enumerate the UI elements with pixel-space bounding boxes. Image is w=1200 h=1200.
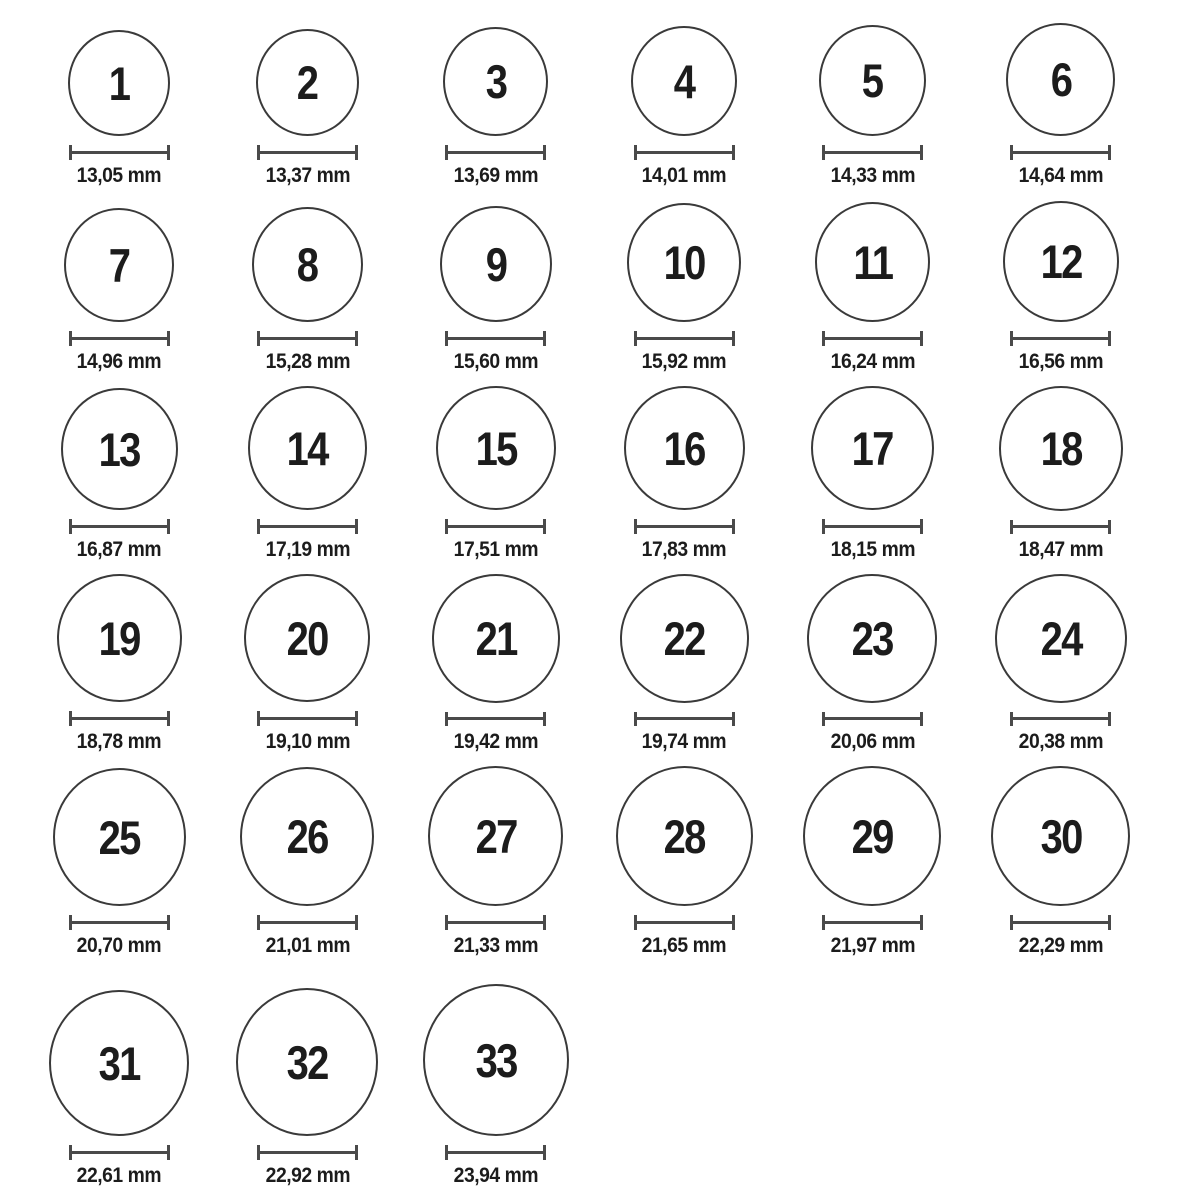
diameter-measure-bar [260, 337, 355, 340]
diameter-label: 18,47 mm [1018, 538, 1104, 561]
diameter-label: 22,61 mm [76, 1164, 162, 1187]
diameter-label: 20,38 mm [1018, 730, 1104, 753]
ring-size-cell [25, 766, 213, 970]
ring-circle [815, 202, 930, 322]
diameter-measure-line [822, 915, 923, 930]
ring-size-cell [590, 0, 778, 200]
ring-size-number: 27 [475, 809, 517, 863]
diameter-measure-line [257, 331, 358, 346]
diameter-measure-bar [448, 151, 543, 154]
ring-size-cell [213, 574, 401, 766]
ring-size-number: 28 [663, 809, 705, 863]
diameter-measure-bar [260, 525, 355, 528]
ring-size-number: 30 [1040, 809, 1082, 863]
ring-size-row [25, 766, 1155, 970]
diameter-measure-line [69, 519, 170, 534]
diameter-label: 21,01 mm [265, 934, 350, 957]
ring-size-row [25, 0, 1155, 200]
ring-size-cell [25, 200, 213, 386]
diameter-measure-line [1010, 145, 1111, 160]
ring-circle [803, 766, 941, 906]
diameter-label: 19,10 mm [265, 730, 350, 753]
ring-circle [61, 388, 178, 510]
diameter-label: 19,42 mm [453, 730, 539, 753]
ring-size-number: 21 [475, 611, 517, 665]
ring-size-number: 32 [286, 1035, 329, 1089]
diameter-label: 23,94 mm [453, 1164, 539, 1187]
diameter-label: 16,56 mm [1018, 350, 1104, 373]
diameter-label: 14,96 mm [76, 350, 162, 373]
ring-size-cell [590, 574, 778, 766]
ring-size-number: 3 [485, 55, 507, 108]
diameter-measure-line [69, 331, 170, 346]
ring-circle [68, 30, 170, 136]
diameter-measure-line [1010, 712, 1111, 726]
diameter-measure-line [69, 145, 170, 160]
diameter-measure-bar [1013, 525, 1108, 528]
ring-circle [53, 768, 186, 906]
ring-circle [49, 990, 189, 1136]
ring-size-cell [967, 386, 1155, 574]
diameter-measure-bar [448, 525, 543, 528]
ring-size-cell [25, 574, 213, 766]
ring-circle [995, 574, 1127, 703]
diameter-measure-line [445, 331, 546, 346]
ring-size-number: 12 [1040, 235, 1082, 288]
diameter-measure-line [634, 915, 735, 930]
ring-size-cell [967, 574, 1155, 766]
ring-size-number: 17 [851, 421, 893, 475]
diameter-measure-line [257, 1145, 358, 1160]
diameter-label: 19,74 mm [641, 730, 727, 753]
diameter-measure-bar [72, 151, 167, 154]
ring-size-cell [213, 970, 401, 1200]
ring-size-number: 31 [98, 1036, 140, 1090]
ring-size-cell [967, 0, 1155, 200]
diameter-measure-line [634, 331, 735, 346]
diameter-measure-bar [637, 337, 732, 340]
ring-size-number: 5 [862, 54, 883, 107]
diameter-measure-bar [72, 921, 167, 924]
ring-size-number: 24 [1040, 611, 1082, 665]
ring-circle [236, 988, 378, 1136]
diameter-label: 14,64 mm [1018, 164, 1104, 187]
diameter-measure-line [822, 712, 923, 726]
diameter-label: 13,37 mm [265, 164, 350, 187]
diameter-label: 21,65 mm [641, 934, 727, 957]
ring-size-cell [967, 766, 1155, 970]
diameter-label: 22,29 mm [1018, 934, 1104, 957]
ring-size-cell [402, 970, 590, 1200]
diameter-measure-line [69, 711, 170, 726]
diameter-measure-bar [260, 921, 355, 924]
diameter-measure-bar [825, 717, 920, 720]
ring-circle [57, 574, 182, 702]
ring-size-cell [402, 766, 590, 970]
ring-size-cell [778, 574, 966, 766]
diameter-measure-bar [260, 151, 355, 154]
diameter-label: 21,33 mm [453, 934, 539, 957]
diameter-label: 17,19 mm [265, 538, 350, 561]
diameter-measure-bar [825, 337, 920, 340]
diameter-measure-bar [1013, 717, 1108, 720]
ring-size-number: 23 [851, 611, 893, 665]
diameter-measure-line [822, 145, 923, 160]
ring-size-number: 1 [108, 56, 130, 110]
ring-size-cell [213, 0, 401, 200]
diameter-measure-bar [637, 717, 732, 720]
ring-size-cell [213, 386, 401, 574]
ring-size-cell [590, 200, 778, 386]
ring-size-number: 6 [1050, 53, 1072, 106]
diameter-measure-line [634, 519, 735, 534]
diameter-measure-bar [72, 717, 167, 720]
ring-size-cell [778, 0, 966, 200]
ring-circle [440, 206, 552, 322]
diameter-label: 20,70 mm [76, 934, 162, 957]
ring-size-row [25, 386, 1155, 574]
diameter-measure-line [445, 712, 546, 726]
diameter-label: 13,05 mm [76, 164, 162, 187]
ring-size-cell [778, 766, 966, 970]
diameter-measure-bar [448, 337, 543, 340]
ring-circle [436, 386, 556, 510]
diameter-measure-line [445, 915, 546, 930]
diameter-measure-bar [72, 1151, 167, 1154]
diameter-measure-line [822, 519, 923, 534]
ring-circle [620, 574, 749, 703]
diameter-measure-bar [825, 525, 920, 528]
ring-circle [240, 767, 374, 906]
diameter-measure-bar [825, 151, 920, 154]
ring-circle [423, 984, 569, 1136]
diameter-measure-bar [1013, 151, 1108, 154]
ring-size-cell [402, 200, 590, 386]
diameter-measure-line [257, 519, 358, 534]
ring-circle [624, 386, 745, 510]
ring-circle [443, 27, 548, 136]
diameter-measure-line [69, 1145, 170, 1160]
diameter-measure-bar [637, 921, 732, 924]
ring-circle [1003, 201, 1119, 322]
ring-size-cell [778, 386, 966, 574]
diameter-measure-bar [72, 525, 167, 528]
ring-size-number: 22 [663, 611, 705, 665]
diameter-measure-line [1010, 520, 1111, 534]
ring-size-number: 15 [475, 421, 517, 475]
ring-circle [999, 386, 1123, 511]
diameter-label: 17,83 mm [641, 538, 727, 561]
diameter-measure-bar [1013, 921, 1108, 924]
ring-size-number: 9 [485, 237, 507, 291]
diameter-measure-bar [72, 337, 167, 340]
ring-size-number: 13 [98, 422, 140, 476]
ring-circle [631, 26, 737, 136]
diameter-label: 14,01 mm [641, 164, 727, 187]
ring-circle [991, 766, 1130, 906]
ring-circle [64, 208, 174, 322]
ring-size-cell [25, 970, 213, 1200]
diameter-label: 17,51 mm [453, 538, 539, 561]
ring-size-cell [213, 200, 401, 386]
ring-size-row [25, 970, 1155, 1200]
diameter-measure-bar [448, 921, 543, 924]
ring-size-number: 4 [673, 54, 695, 108]
ring-size-cell [590, 386, 778, 574]
ring-size-number: 8 [297, 238, 318, 291]
diameter-measure-line [257, 145, 358, 160]
ring-circle [811, 386, 934, 510]
ring-size-cell [402, 386, 590, 574]
ring-circle [252, 207, 363, 322]
ring-size-cell [25, 0, 213, 200]
ring-size-cell [402, 574, 590, 766]
diameter-measure-bar [448, 717, 543, 720]
ring-circle [807, 574, 937, 703]
diameter-measure-bar [260, 717, 355, 720]
ring-size-cell [25, 386, 213, 574]
diameter-label: 15,60 mm [453, 350, 539, 373]
diameter-measure-line [634, 712, 735, 726]
diameter-measure-line [1010, 331, 1111, 346]
ring-size-number: 10 [663, 236, 705, 289]
ring-size-cell [778, 200, 966, 386]
ring-size-number: 7 [108, 238, 130, 292]
diameter-measure-bar [448, 1151, 543, 1154]
diameter-label: 18,78 mm [76, 730, 162, 753]
diameter-label: 16,87 mm [76, 538, 162, 561]
ring-size-number: 19 [98, 611, 140, 665]
diameter-measure-bar [637, 151, 732, 154]
diameter-measure-line [1010, 915, 1111, 930]
diameter-label: 20,06 mm [830, 730, 915, 753]
diameter-label: 14,33 mm [830, 164, 915, 187]
diameter-label: 22,92 mm [265, 1164, 350, 1187]
diameter-measure-line [257, 711, 358, 726]
ring-circle [819, 25, 926, 136]
ring-size-number: 18 [1040, 421, 1082, 475]
ring-size-number: 2 [297, 56, 318, 109]
diameter-measure-line [257, 915, 358, 930]
diameter-measure-line [445, 1145, 546, 1160]
ring-size-number: 16 [663, 421, 705, 475]
ring-size-cell [213, 766, 401, 970]
diameter-label: 15,28 mm [265, 350, 350, 373]
ring-size-cell [402, 0, 590, 200]
diameter-measure-line [634, 145, 735, 160]
diameter-label: 18,15 mm [830, 538, 915, 561]
ring-size-cell [967, 200, 1155, 386]
ring-circle [244, 574, 370, 702]
diameter-label: 21,97 mm [830, 934, 915, 957]
ring-size-number: 25 [98, 810, 140, 864]
diameter-measure-bar [1013, 337, 1108, 340]
diameter-label: 15,92 mm [641, 350, 727, 373]
ring-size-number: 26 [286, 810, 329, 863]
diameter-label: 13,69 mm [453, 164, 539, 187]
ring-circle [248, 386, 367, 510]
ring-circle [616, 766, 753, 906]
ring-size-number: 14 [286, 421, 329, 475]
ring-size-row [25, 200, 1155, 386]
ring-circle [627, 203, 741, 322]
diameter-measure-line [445, 145, 546, 160]
ring-size-number: 33 [475, 1033, 517, 1087]
ring-size-number: 29 [851, 809, 893, 863]
ring-circle [428, 766, 563, 906]
diameter-measure-bar [637, 525, 732, 528]
diameter-label: 16,24 mm [830, 350, 915, 373]
ring-circle [432, 574, 560, 703]
diameter-measure-bar [260, 1151, 355, 1154]
ring-circle [1006, 23, 1115, 136]
ring-size-number: 11 [853, 235, 892, 289]
diameter-measure-line [445, 519, 546, 534]
ring-size-row [25, 574, 1155, 766]
ring-size-cell [590, 766, 778, 970]
ring-size-number: 20 [286, 611, 329, 665]
diameter-measure-bar [825, 921, 920, 924]
diameter-measure-line [822, 331, 923, 346]
ring-circle [256, 29, 359, 136]
diameter-measure-line [69, 915, 170, 930]
